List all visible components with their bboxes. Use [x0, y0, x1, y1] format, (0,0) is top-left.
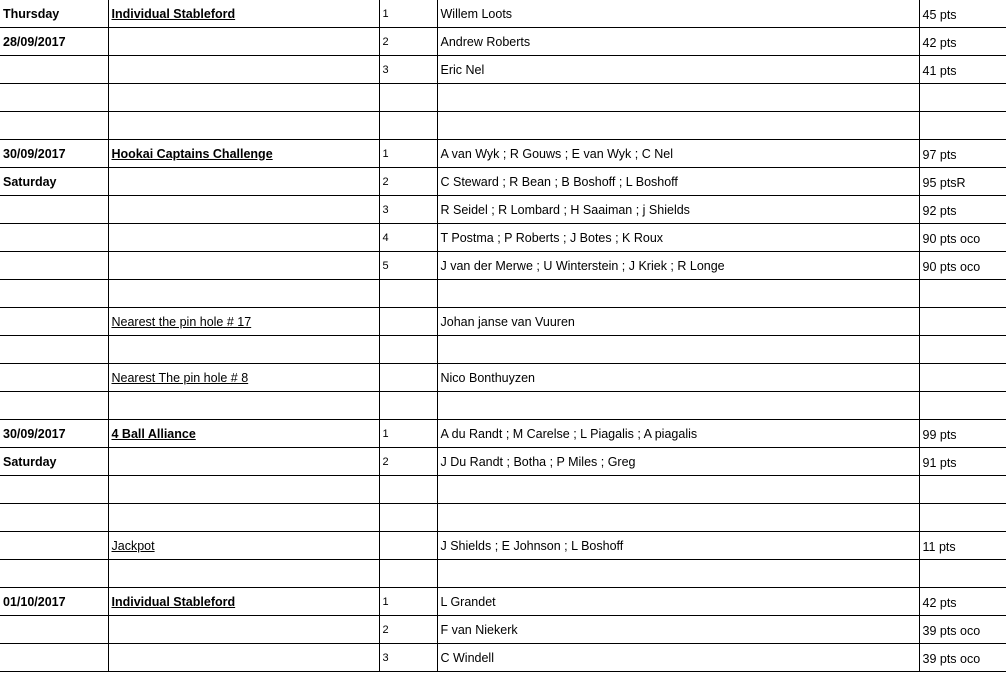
date-cell[interactable] [0, 560, 108, 588]
position-cell[interactable]: 2 [379, 448, 437, 476]
event-cell[interactable] [108, 476, 379, 504]
score-cell[interactable] [919, 504, 1006, 532]
score-value: 45 pts [922, 8, 957, 22]
result-row [0, 588, 1006, 616]
position-cell[interactable] [379, 112, 437, 140]
date-cell[interactable] [0, 252, 108, 280]
event-cell[interactable] [108, 420, 379, 448]
event-cell[interactable] [108, 168, 379, 196]
score-cell[interactable] [919, 448, 1006, 476]
position-cell[interactable]: 3 [379, 644, 437, 672]
position-cell[interactable] [379, 532, 437, 560]
event-cell[interactable] [108, 112, 379, 140]
date-cell[interactable] [0, 56, 108, 84]
position-cell[interactable] [379, 392, 437, 420]
event-cell[interactable] [108, 448, 379, 476]
result-row [0, 168, 1006, 196]
position-cell[interactable]: 4 [379, 224, 437, 252]
players-cell[interactable]: T Postma ; P Roberts ; J Botes ; K Roux [437, 224, 919, 252]
event-cell[interactable] [108, 616, 379, 644]
result-row [0, 56, 1006, 84]
event-cell[interactable] [108, 336, 379, 364]
date-cell[interactable] [0, 84, 108, 112]
score-cell[interactable] [919, 280, 1006, 308]
score-value: 90 pts oco [922, 232, 981, 246]
players-cell[interactable]: L Grandet [437, 588, 919, 616]
score-cell[interactable] [919, 224, 1006, 252]
event-cell[interactable] [108, 28, 379, 56]
event-cell[interactable] [108, 588, 379, 616]
position-cell[interactable] [379, 504, 437, 532]
players-cell[interactable]: J van der Merwe ; U Winterstein ; J Kriek ; R Longe [437, 252, 919, 280]
result-row [0, 112, 1006, 140]
position-cell[interactable]: 1 [379, 588, 437, 616]
event-cell[interactable] [108, 252, 379, 280]
players-cell[interactable] [437, 504, 919, 532]
position-cell[interactable]: 5 [379, 252, 437, 280]
score-value: 95 ptsR [922, 176, 966, 190]
event-label: Hookai Captains Challenge [111, 146, 273, 161]
position-cell[interactable]: 1 [379, 140, 437, 168]
date-cell[interactable] [0, 336, 108, 364]
position-cell[interactable]: 3 [379, 56, 437, 84]
date-cell[interactable]: 28/09/2017 [0, 28, 108, 56]
score-cell[interactable] [919, 84, 1006, 112]
players-cell[interactable]: Andrew Roberts [437, 28, 919, 56]
players-cell[interactable] [437, 392, 919, 420]
result-row [0, 84, 1006, 112]
score-value: 90 pts oco [922, 260, 981, 274]
position-cell[interactable]: 1 [379, 420, 437, 448]
score-cell[interactable] [919, 112, 1006, 140]
result-row [0, 224, 1006, 252]
score-cell[interactable] [919, 336, 1006, 364]
position-cell[interactable] [379, 84, 437, 112]
result-row [0, 532, 1006, 560]
date-cell[interactable] [0, 476, 108, 504]
date-cell[interactable] [0, 364, 108, 392]
score-cell[interactable] [919, 560, 1006, 588]
players-cell[interactable] [437, 280, 919, 308]
event-cell[interactable] [108, 504, 379, 532]
score-cell[interactable] [919, 644, 1006, 672]
event-label: 4 Ball Alliance [111, 426, 196, 441]
date-cell[interactable] [0, 196, 108, 224]
score-cell[interactable] [919, 392, 1006, 420]
event-cell[interactable] [108, 84, 379, 112]
event-cell[interactable] [108, 0, 379, 28]
score-cell[interactable] [919, 196, 1006, 224]
position-cell[interactable]: 2 [379, 168, 437, 196]
score-value: 39 pts oco [922, 652, 981, 666]
score-cell[interactable] [919, 588, 1006, 616]
event-cell[interactable] [108, 392, 379, 420]
score-value: 39 pts oco [922, 624, 981, 638]
players-cell[interactable] [437, 84, 919, 112]
date-cell[interactable] [0, 392, 108, 420]
score-cell[interactable] [919, 308, 1006, 336]
score-value: 42 pts [922, 596, 957, 610]
players-cell[interactable]: A du Randt ; M Carelse ; L Piagalis ; A piagalis [437, 420, 919, 448]
event-cell[interactable] [108, 532, 379, 560]
score-cell[interactable] [919, 168, 1006, 196]
date-cell[interactable] [0, 616, 108, 644]
score-cell[interactable] [919, 364, 1006, 392]
result-row [0, 252, 1006, 280]
result-row [0, 196, 1006, 224]
score-value: 42 pts [922, 36, 957, 50]
event-cell[interactable] [108, 224, 379, 252]
score-cell[interactable] [919, 28, 1006, 56]
result-row [0, 308, 1006, 336]
event-label: Jackpot [111, 538, 155, 553]
players-cell[interactable]: Willem Loots [437, 0, 919, 28]
date-cell[interactable] [0, 308, 108, 336]
position-cell[interactable]: 2 [379, 616, 437, 644]
position-cell[interactable] [379, 280, 437, 308]
position-cell[interactable] [379, 364, 437, 392]
result-row [0, 392, 1006, 420]
score-value: 11 pts [922, 540, 956, 554]
result-row [0, 28, 1006, 56]
date-cell[interactable]: 30/09/2017 [0, 420, 108, 448]
date-cell[interactable]: Saturday [0, 448, 108, 476]
event-label: Nearest The pin hole # 8 [111, 370, 249, 385]
result-row [0, 448, 1006, 476]
event-cell[interactable] [108, 56, 379, 84]
players-cell[interactable]: F van Niekerk [437, 616, 919, 644]
players-cell[interactable]: J Du Randt ; Botha ; P Miles ; Greg [437, 448, 919, 476]
score-cell[interactable] [919, 0, 1006, 28]
date-cell[interactable] [0, 112, 108, 140]
score-value: 41 pts [922, 64, 957, 78]
players-cell[interactable] [437, 336, 919, 364]
players-cell[interactable] [437, 476, 919, 504]
result-row [0, 616, 1006, 644]
event-cell[interactable] [108, 196, 379, 224]
result-row [0, 336, 1006, 364]
position-cell[interactable] [379, 476, 437, 504]
position-cell[interactable]: 1 [379, 0, 437, 28]
date-cell[interactable] [0, 644, 108, 672]
position-cell[interactable] [379, 560, 437, 588]
players-cell[interactable] [437, 112, 919, 140]
score-cell[interactable] [919, 532, 1006, 560]
event-cell[interactable] [108, 644, 379, 672]
event-cell[interactable] [108, 560, 379, 588]
players-cell[interactable]: A van Wyk ; R Gouws ; E van Wyk ; C Nel [437, 140, 919, 168]
score-value: 97 pts [922, 148, 957, 162]
players-cell[interactable]: Nico Bonthuyzen [437, 364, 919, 392]
score-cell[interactable] [919, 140, 1006, 168]
event-cell[interactable] [108, 140, 379, 168]
result-row [0, 420, 1006, 448]
score-cell[interactable] [919, 420, 1006, 448]
event-cell[interactable] [108, 308, 379, 336]
date-cell[interactable] [0, 280, 108, 308]
result-row [0, 560, 1006, 588]
event-cell[interactable] [108, 280, 379, 308]
result-row [0, 364, 1006, 392]
result-row [0, 140, 1006, 168]
score-cell[interactable] [919, 476, 1006, 504]
players-cell[interactable] [437, 560, 919, 588]
players-cell[interactable]: J Shields ; E Johnson ; L Boshoff [437, 532, 919, 560]
date-cell[interactable] [0, 532, 108, 560]
players-cell[interactable]: Johan janse van Vuuren [437, 308, 919, 336]
result-row [0, 0, 1006, 28]
position-cell[interactable] [379, 336, 437, 364]
date-cell[interactable]: 30/09/2017 [0, 140, 108, 168]
score-value: 91 pts [922, 456, 957, 470]
position-cell[interactable] [379, 308, 437, 336]
result-row [0, 280, 1006, 308]
date-cell[interactable]: Thursday [0, 0, 108, 28]
date-cell[interactable]: Saturday [0, 168, 108, 196]
event-cell[interactable] [108, 364, 379, 392]
event-label: Individual Stableford [111, 594, 236, 609]
score-cell[interactable] [919, 252, 1006, 280]
players-cell[interactable]: R Seidel ; R Lombard ; H Saaiman ; j Shields [437, 196, 919, 224]
event-label: Nearest the pin hole # 17 [111, 314, 252, 329]
result-row [0, 504, 1006, 532]
players-cell[interactable]: C Windell [437, 644, 919, 672]
score-value: 99 pts [922, 428, 957, 442]
event-label: Individual Stableford [111, 6, 236, 21]
date-cell[interactable] [0, 504, 108, 532]
date-cell[interactable] [0, 224, 108, 252]
players-cell[interactable]: C Steward ; R Bean ; B Boshoff ; L Boshoff [437, 168, 919, 196]
score-cell[interactable] [919, 56, 1006, 84]
result-row [0, 476, 1006, 504]
position-cell[interactable]: 2 [379, 28, 437, 56]
score-cell[interactable] [919, 616, 1006, 644]
date-cell[interactable]: 01/10/2017 [0, 588, 108, 616]
score-value: 92 pts [922, 204, 957, 218]
result-row [0, 644, 1006, 672]
players-cell[interactable]: Eric Nel [437, 56, 919, 84]
position-cell[interactable]: 3 [379, 196, 437, 224]
